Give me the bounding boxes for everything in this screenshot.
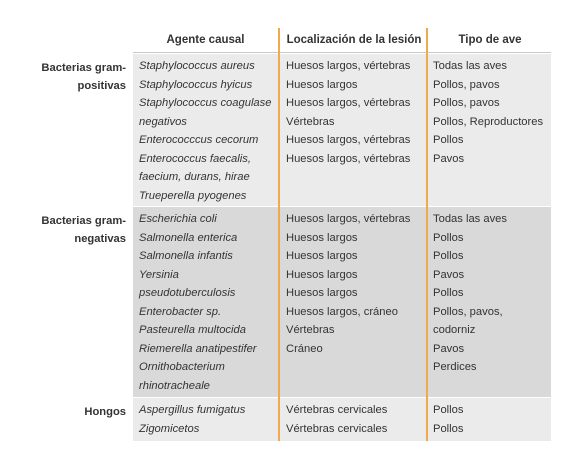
group-label-gram-negative — [10, 212, 126, 248]
list-item: Salmonella enterica — [139, 231, 238, 244]
list-item: Pollos, Reproductores — [433, 115, 544, 128]
list-item: Huesos largos, vértebras — [286, 60, 411, 72]
list-item: Huesos largos — [286, 287, 358, 299]
list-item: Pollos — [433, 231, 464, 244]
list-item: Yersinia — [139, 268, 179, 281]
list-item: Staphylococcus coagulase — [139, 97, 272, 109]
column-separator — [278, 28, 280, 441]
group-fungi — [133, 398, 551, 441]
group-label-line: negativas — [74, 233, 126, 245]
list-item: Todas las aves — [433, 213, 508, 225]
list-item: Huesos largos — [286, 268, 358, 281]
agent-list — [139, 57, 275, 205]
group-label-line: positivas — [77, 80, 126, 92]
list-item: Vértebras — [286, 324, 335, 336]
list-item: negativos — [139, 115, 187, 128]
list-item: Vértebras — [286, 115, 335, 128]
list-item: Salmonella infantis — [139, 250, 233, 262]
location-list — [286, 401, 426, 438]
list-item: Staphylococcus hyicus — [139, 78, 253, 91]
list-item: Trueperella pyogenes — [139, 189, 247, 202]
list-item: Pavos — [433, 152, 465, 165]
list-item: Huesos largos — [286, 250, 358, 262]
list-item: Pollos — [433, 422, 464, 435]
group-gram-negative — [133, 207, 551, 397]
list-item: Huesos largos, vértebras — [286, 152, 411, 165]
list-item: Huesos largos, vértebras — [286, 134, 411, 146]
table-header — [133, 28, 551, 53]
list-item: Pollos — [433, 404, 464, 416]
header-agent: Agente causal — [166, 34, 245, 46]
list-item: Enterococccus cecorum — [139, 134, 259, 146]
agent-list — [139, 210, 275, 395]
list-item: faecium, durans, hirae — [139, 171, 250, 183]
bird-list — [433, 57, 551, 168]
group-label-gram-positive — [10, 59, 126, 95]
list-item: Cráneo — [286, 342, 323, 355]
list-item: Todas las aves — [433, 60, 508, 72]
list-item: Pavos — [433, 342, 465, 355]
list-item: Huesos largos — [286, 78, 358, 91]
list-item: Pollos — [433, 287, 464, 299]
list-item: Enterobacter sp. — [139, 305, 222, 318]
group-label-line: Bacterias gram- — [41, 215, 126, 227]
list-item: Pollos — [433, 250, 464, 262]
list-item: Pollos, pavos, — [433, 305, 503, 318]
list-item: Vértebras cervicales — [286, 422, 388, 435]
group-label-fungi — [10, 403, 126, 421]
list-item: Aspergillus fumigatus — [139, 404, 246, 416]
bird-list — [433, 401, 551, 438]
list-item: Enterococcus faecalis, — [139, 152, 251, 165]
header-bird: Tipo de ave — [458, 34, 522, 46]
group-gram-positive — [133, 54, 551, 206]
list-item: Vértebras cervicales — [286, 404, 388, 416]
list-item: Riemerella anatipestifer — [139, 342, 257, 355]
list-item: Pavos — [433, 268, 465, 281]
list-item: Perdices — [433, 361, 477, 373]
column-separator — [426, 28, 428, 441]
list-item: Escherichia coli — [139, 213, 217, 225]
list-item: Ornithobacterium — [139, 361, 225, 373]
group-label-line: Hongos — [84, 406, 126, 418]
list-item: rhinotracheale — [139, 379, 210, 392]
location-list — [286, 57, 426, 168]
list-item: Huesos largos — [286, 231, 358, 244]
list-item: codorniz — [433, 324, 476, 336]
list-item: Pollos, pavos — [433, 78, 500, 91]
group-label-line: Bacterias gram- — [41, 62, 126, 74]
bird-list — [433, 210, 551, 377]
list-item: Staphylococcus aureus — [139, 60, 255, 72]
header-location: Localización de la lesión — [286, 34, 422, 46]
list-item: Zigomicetos — [139, 422, 200, 435]
list-item: pseudotuberculosis — [139, 287, 236, 299]
agent-list — [139, 401, 275, 438]
list-item: Pollos, pavos — [433, 97, 500, 109]
list-item: Huesos largos, vértebras — [286, 97, 411, 109]
location-list — [286, 210, 426, 358]
list-item: Huesos largos, cráneo — [286, 305, 398, 318]
list-item: Pollos — [433, 134, 464, 146]
list-item: Pasteurella multocida — [139, 324, 246, 336]
list-item: Huesos largos, vértebras — [286, 213, 411, 225]
